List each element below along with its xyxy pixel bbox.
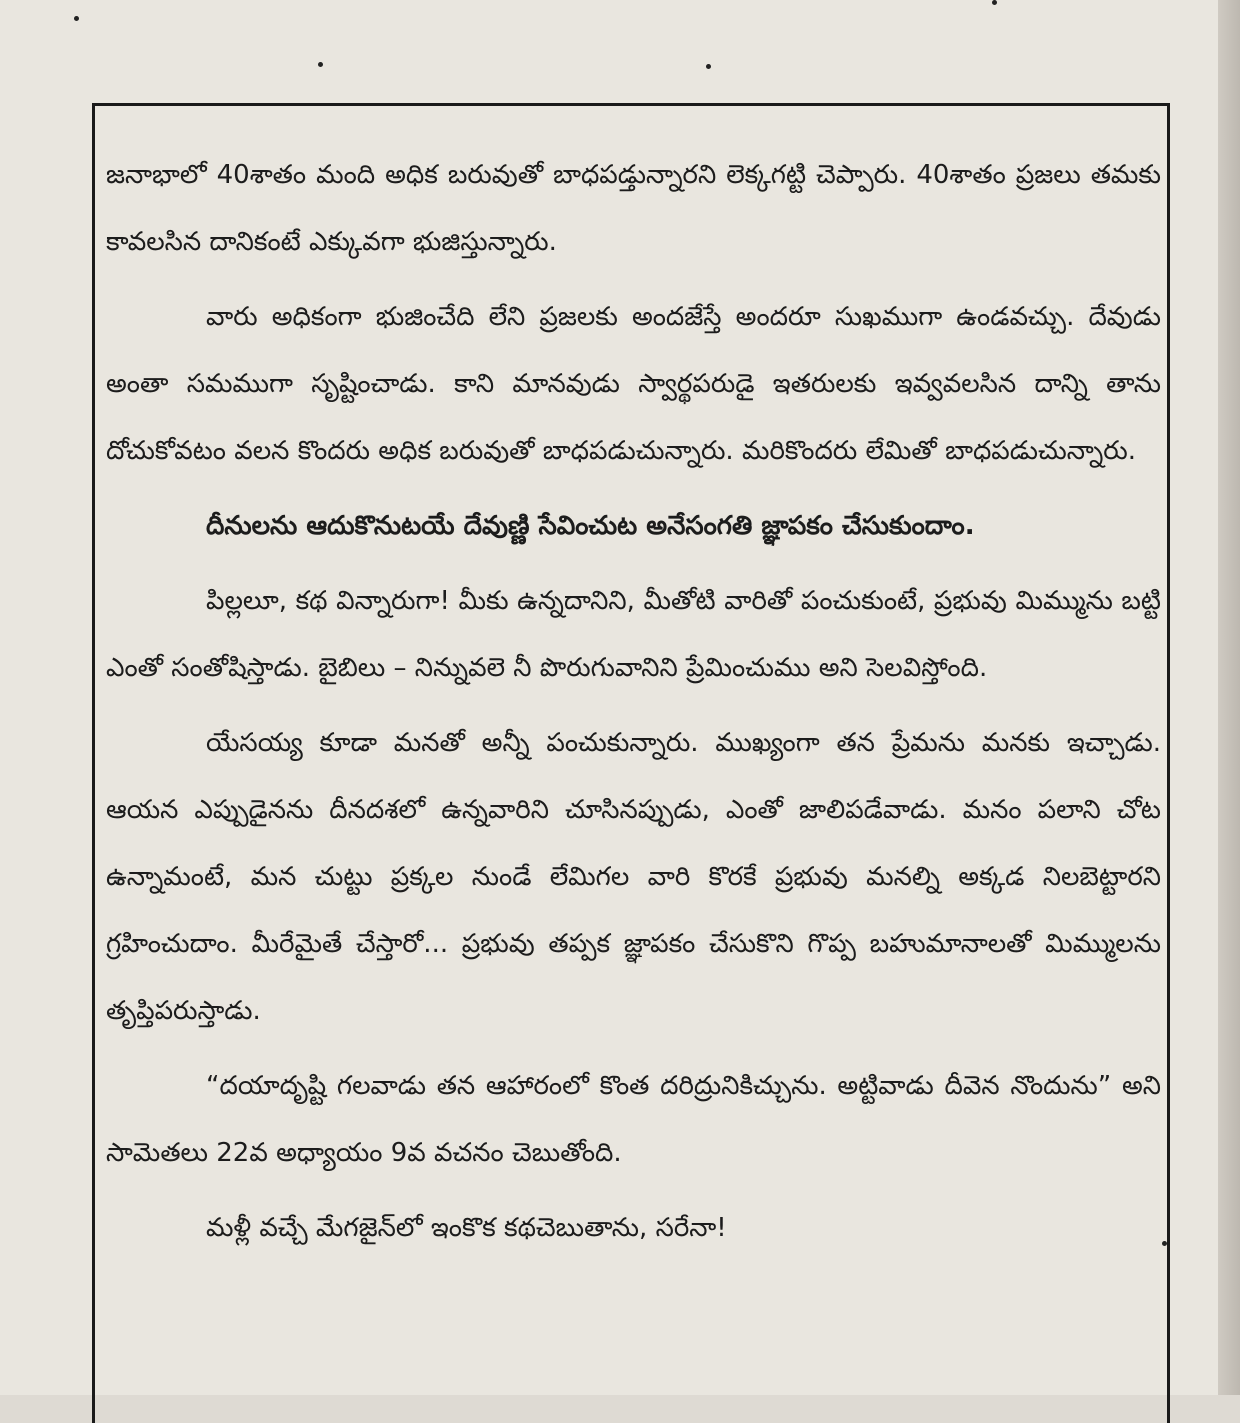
paper-speck bbox=[318, 62, 323, 67]
page-edge bbox=[1218, 0, 1240, 1395]
paper-speck bbox=[74, 16, 79, 21]
paragraph-6: “దయాదృష్టి గలవాడు తన ఆహారంలో కొంత దరిద్రునికిచ్చును. అట్టివాడు దీవెన నొందును” అని సామెతలు 22వ అధ్యాయం 9వ వచనం చెబుతోంది. bbox=[106, 1071, 1161, 1168]
paper-speck bbox=[992, 0, 997, 5]
paragraph-4: పిల్లలూ, కథ విన్నారుగా! మీకు ఉన్నదానిని, మీతోటి వారితో పంచుకుంటే, ప్రభువు మిమ్మును బట్టి ఎంతో సంతోషిస్తాడు. బైబిలు – నిన్నువలె నీ పొరుగువానిని ప్రేమించుము అని సెలవిస్తోంది. bbox=[106, 586, 1161, 683]
article-body bbox=[106, 142, 1161, 1270]
paragraph-7: మళ్లీ వచ్చే మేగజైన్‌లో ఇంకొక కథచెబుతాను, సరేనా! bbox=[206, 1213, 727, 1243]
paragraph-2: వారు అధికంగా భుజించేది లేని ప్రజలకు అందజేస్తే అందరూ సుఖముగా ఉండవచ్చు. దేవుడు అంతా సమముగా సృష్టించాడు. కాని మానవుడు స్వార్థపరుడై ఇతరులకు ఇవ్వవలసిన దాన్ని తాను దోచుకోవటం వలన కొందరు అధిక బరువుతో బాధపడుచున్నారు. మరికొందరు లేమితో బాధపడుచున్నారు. bbox=[106, 302, 1161, 466]
paragraph-3-bold: దీనులను ఆదుకొనుటయే దేవుణ్ణి సేవించుట అనేసంగతి జ్ఞాపకం చేసుకుందాం. bbox=[206, 511, 975, 541]
paper-speck bbox=[706, 64, 711, 69]
paragraph-5: యేసయ్య కూడా మనతో అన్నీ పంచుకున్నారు. ముఖ్యంగా తన ప్రేమను మనకు ఇచ్చాడు. ఆయన ఎప్పుడైనను దీనదశలో ఉన్నవారిని చూసినప్పుడు, ఎంతో జాలిపడేవాడు. మనం పలాని చోట ఉన్నామంటే, మన చుట్టు ప్రక్కల నుండే లేమిగల వారి కొరకే ప్రభువు మనల్ని అక్కడ నిలబెట్టారని గ్రహించుదాం. మీరేమైతే చేస్తారో... ప్రభువు తప్పక జ్ఞాపకం చేసుకొని గొప్ప బహుమానాలతో మిమ్ములను తృప్తిపరుస్తాడు. bbox=[106, 728, 1161, 1026]
paragraph-1: జనాభాలో 40శాతం మంది అధిక బరువుతో బాధపడ్తున్నారని లెక్కగట్టి చెప్పారు. 40శాతం ప్రజలు తమకు కావలసిన దానికంటే ఎక్కువగా భుజిస్తున్నారు. bbox=[106, 160, 1161, 257]
